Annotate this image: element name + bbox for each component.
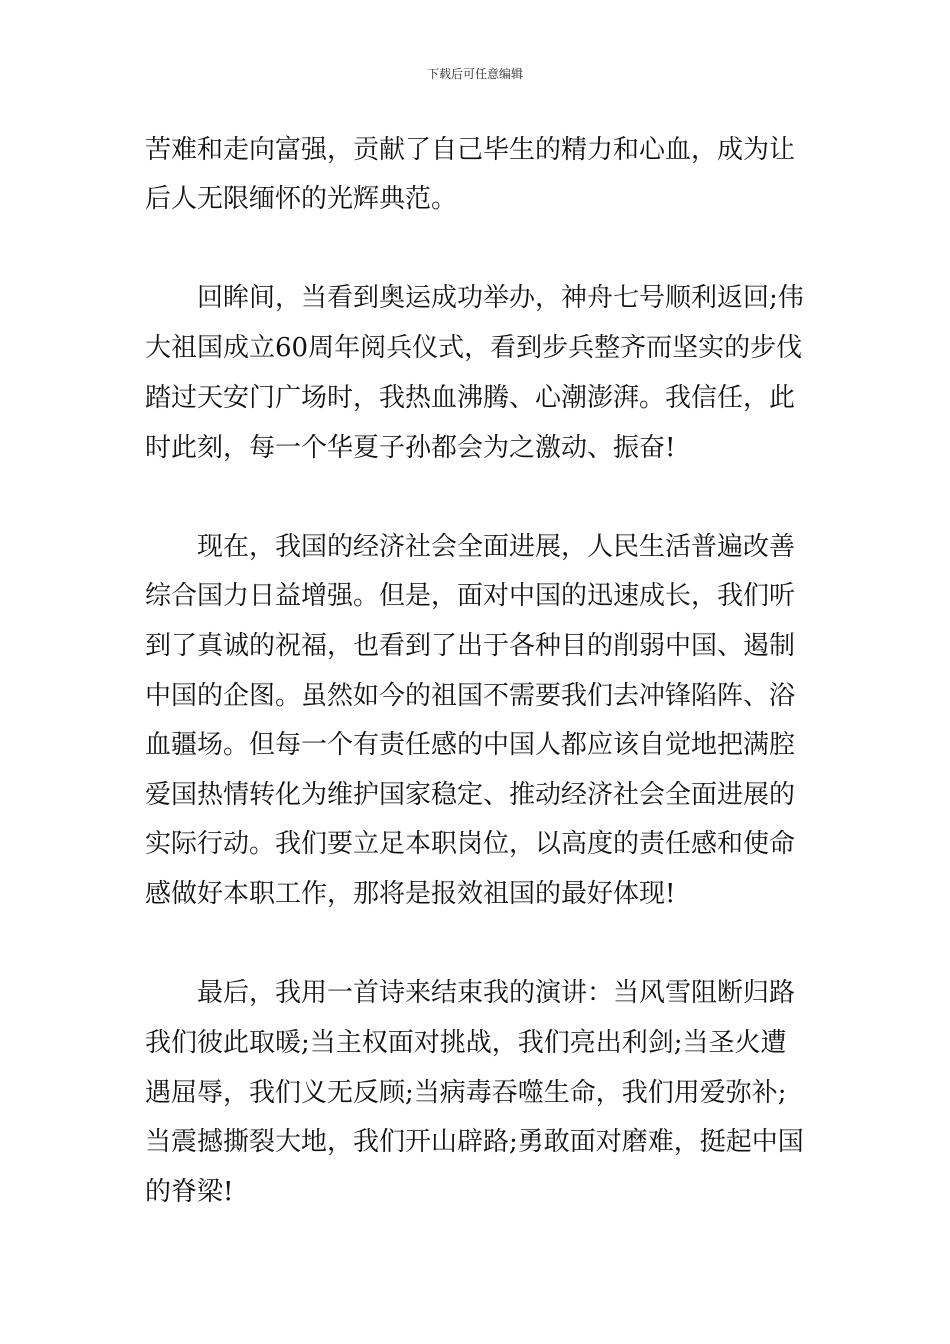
text-line: 的脊梁!	[145, 1177, 234, 1207]
text-line: 最后，我用一首诗来结束我的演讲：当风雪阻断归路	[197, 978, 796, 1008]
text-line: 时此刻，每一个华夏子孙都会为之激动、振奋!	[145, 433, 676, 463]
text-line: 血疆场。但每一个有责任感的中国人都应该自觉地把满腔	[145, 730, 796, 760]
text-line: 爱国热情转化为维护国家稳定、推动经济社会全面进展的	[145, 780, 796, 810]
text-line: 感做好本职工作，那将是报效祖国的最好体现!	[145, 879, 676, 909]
text-line: 实际行动。我们要立足本职岗位，以高度的责任感和使命	[145, 829, 796, 859]
text-line: 当震撼撕裂大地，我们开山辟路;勇敢面对磨难，挺起中国	[145, 1127, 804, 1157]
text-line: 综合国力日益增强。但是，面对中国的迅速成长，我们听	[145, 581, 796, 611]
text-line: 苦难和走向富强，贡献了自己毕生的精力和心血，成为让	[145, 135, 796, 165]
text-line: 到了真诚的祝福，也看到了出于各种目的削弱中国、遏制	[145, 631, 796, 661]
text-line: 中国的企图。虽然如今的祖国不需要我们去冲锋陷阵、浴	[145, 681, 796, 711]
text-line: 现在，我国的经济社会全面进展，人民生活普遍改善	[197, 532, 796, 562]
text-line: 踏过天安门广场时，我热血沸腾、心潮澎湃。我信任，此	[145, 383, 796, 413]
text-line: 大祖国成立60周年阅兵仪式，看到步兵整齐而坚实的步伐	[145, 333, 803, 363]
header-note: 下载后可任意编辑	[426, 67, 523, 81]
text-line: 遇屈辱，我们义无反顾;当病毒吞噬生命，我们用爱弥补;	[145, 1078, 787, 1108]
text-line: 回眸间，当看到奥运成功举办，神舟七号顺利返回;伟	[197, 283, 804, 313]
text-line: 我们彼此取暖;当主权面对挑战，我们亮出利剑;当圣火遭	[145, 1028, 787, 1058]
text-line: 后人无限缅怀的光辉典范。	[145, 184, 458, 214]
